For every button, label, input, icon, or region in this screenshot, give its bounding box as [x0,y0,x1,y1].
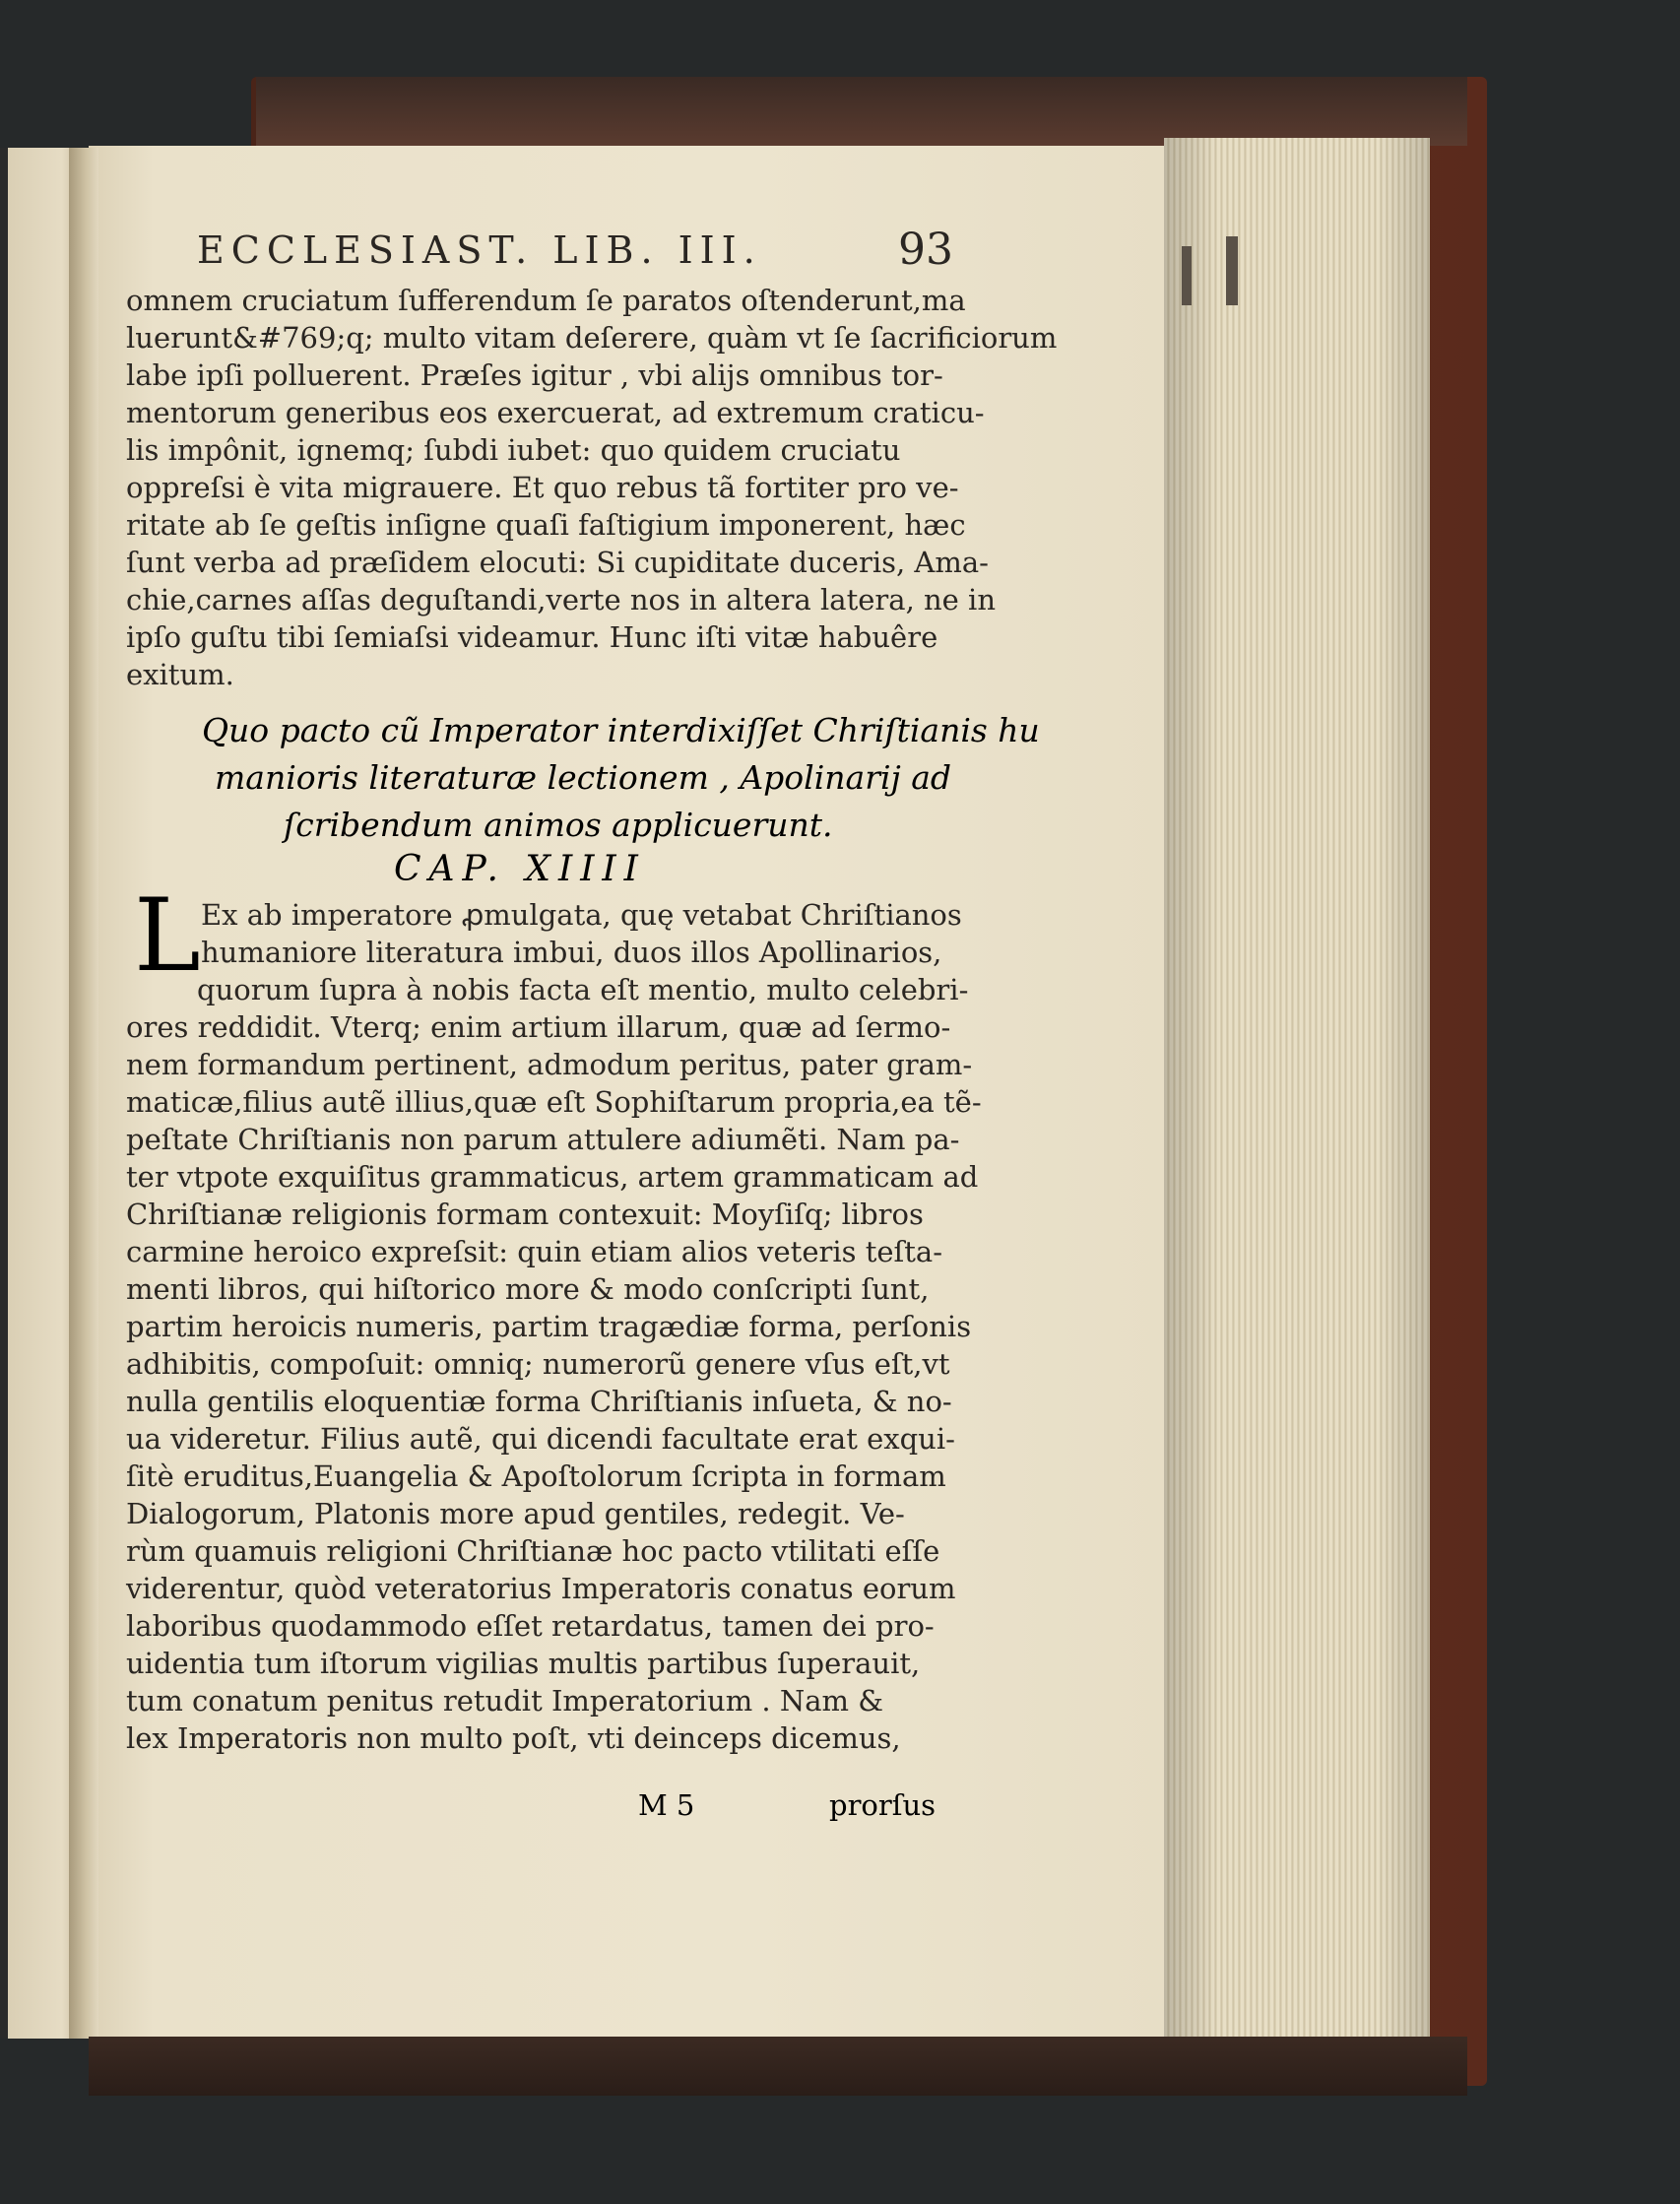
text-line: ores reddidit. Vterq; enim artium illarum, quæ ad ſermo- [126,1010,951,1044]
text-line: Ex ab imperatore ꝓmulgata, quę vetabat Chriſtianos [201,898,962,932]
text-line: ſunt verba ad præſidem elocuti: Si cupiditate duceris, Ama- [126,546,989,579]
text-line: ter vtpote exquiſitus grammaticus, artem grammaticam ad [126,1160,979,1194]
left-shadow [0,148,8,2039]
text-line: ipſo guſtu tibi ſemiaſsi videamur. Hunc iſti vitæ habuêre [126,620,938,654]
text-line: ſitè eruditus,Euangelia & Apoſtolorum ſcripta in formam [126,1459,946,1493]
page-number: 93 [898,225,953,275]
text-line: ua videretur. Filius autẽ, qui dicendi facultate erat exqui- [126,1422,955,1456]
text-line: maticæ,filius autẽ illius,quæ eſt Sophiſtarum propria,ea tẽ- [126,1085,982,1119]
text-line: viderentur, quòd veteratorius Imperatoris conatus eorum [126,1572,956,1605]
text-line: adhibitis, compoſuit: omniq; numerorũ genere vſus eſt,vt [126,1347,950,1381]
text-line: Chriſtianæ religionis formam contexuit: Moyſiſq; libros [126,1198,924,1231]
text-line: carmine heroico expreſsit: quin etiam alios veteris teſta- [126,1235,943,1268]
text-line: labe ipſi polluerent. Præſes igitur , vbi alijs omnibus tor- [126,358,943,392]
text-line: chie,carnes aſſas deguſtandi,verte nos in altera latera, ne in [126,583,997,616]
text-line: rùm quamuis religioni Chriſtianæ hoc pacto vtilitati eſſe [126,1534,940,1568]
page-header [197,225,953,276]
text-line: Dialogorum, Platonis more apud gentiles, redegit. Ve- [126,1497,905,1530]
text-line: omnem cruciatum ſufferendum ſe paratos oſtenderunt,ma [126,284,966,317]
text-line: luerunt&#769;q; multo vitam deſerere, quàm vt ſe ſacrificiorum [126,321,1058,355]
text-line: lis impônit, ignemq; ſubdi iubet: quo quidem cruciatu [126,433,901,467]
catchword: prorſus [829,1788,937,1822]
chapter-number: CAP. XIIII [394,849,646,889]
text-line: lex Imperatoris non multo poſt, vti deinceps dicemus, [126,1721,901,1755]
text-line: quorum ſupra à nobis facta eſt mentio, multo celebri- [197,973,969,1006]
text-line: nem formandum pertinent, admodum peritus, pater gram- [126,1048,973,1081]
chapter-heading-line: Quo pacto cũ Imperator interdixiſſet Chriſtianis hu [202,711,1040,749]
book-cover-bottom-edge [89,2037,1467,2096]
chapter-heading-line: ſcribendum animos applicuerunt. [284,806,833,844]
text-line: nulla gentilis eloquentiæ forma Chriſtianis inſueta, & no- [126,1385,952,1418]
book-gutter [69,148,98,2039]
book-cover-top-edge [256,77,1467,146]
text-line: humaniore literatura imbui, duos illos Apollinarios, [201,936,942,969]
fore-edge-shading [1164,138,1430,2048]
text-line: uidentia tum iſtorum vigilias multis partibus ſuperauit, [126,1647,921,1680]
fore-edge-ink-mark [1226,236,1238,305]
text-line: tum conatum penitus retudit Imperatorium . Nam & [126,1684,884,1718]
text-line: ritate ab ſe geſtis inſigne quaſi faſtigium imponerent, hæc [126,508,966,542]
text-line: mentorum generibus eos exercuerat, ad extremum craticu- [126,396,985,429]
fore-edge-ink-mark [1182,246,1192,305]
running-title: ECCLESIAST. LIB. III. [197,228,762,272]
chapter-heading-line: manioris literaturæ lectionem , Apolinarij ad [215,758,952,797]
text-line: peſtate Chriſtianis non parum attulere adiumẽti. Nam pa- [126,1123,960,1156]
signature-mark: M 5 [638,1788,695,1822]
text-line: partim heroicis numeris, partim tragædiæ forma, perſonis [126,1310,972,1343]
text-line: exitum. [126,658,234,691]
text-line: laboribus quodammodo eſſet retardatus, tamen dei pro- [126,1609,935,1643]
drop-cap: L [134,877,201,995]
text-line: menti libros, qui hiſtorico more & modo conſcripti ſunt, [126,1272,930,1306]
text-line: oppreſsi è vita migrauere. Et quo rebus tã fortiter pro ve- [126,471,959,504]
